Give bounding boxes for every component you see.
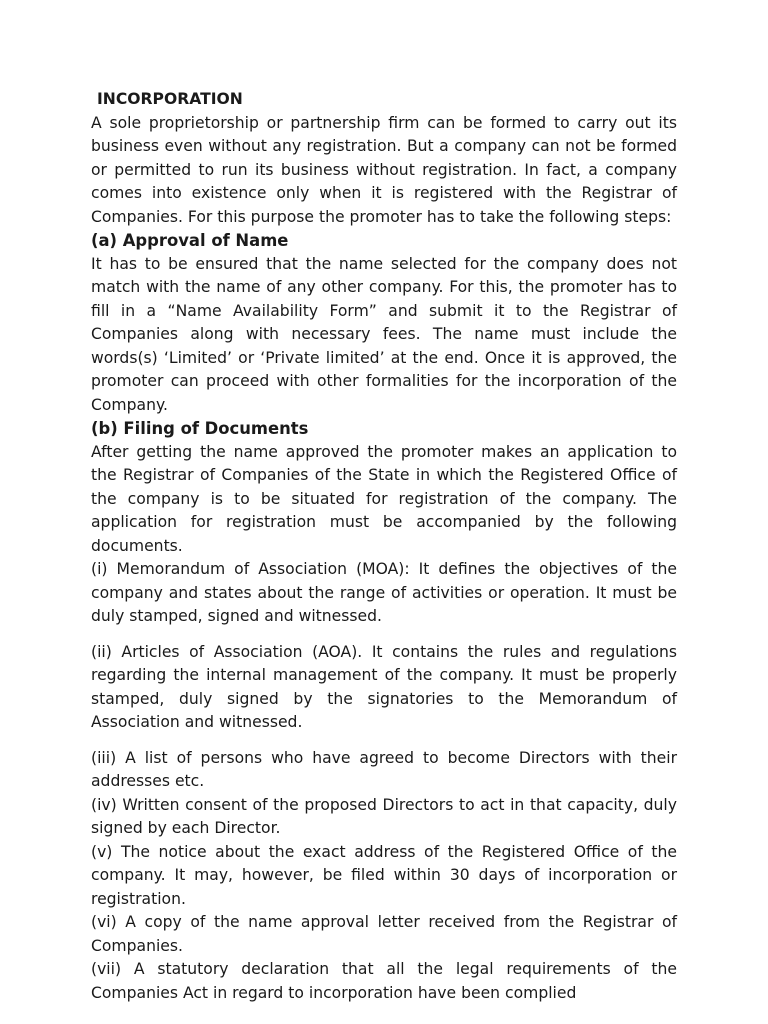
document-item-moa: (i) Memorandum of Association (MOA): It defines the objectives of the company and states about the range of activities or operation. It must be duly stamped, signed and witnessed. <box>91 560 677 625</box>
document-item-directors-list: (iii) A list of persons who have agreed to become Directors with their addresses etc. <box>91 748 677 790</box>
section-b-paragraph: After getting the name approved the promoter makes an application to the Registrar of Companies of the State in which the Registered Office of the company is to be situated for registration of the company. The application for registration must be accompanied by the following documents. <box>91 442 677 555</box>
document-item-directors-consent: (iv) Written consent of the proposed Directors to act in that capacity, duly signed by each Director. <box>91 795 677 837</box>
section-a-paragraph: It has to be ensured that the name selected for the company does not match with the name of any other company. For this, the promoter has to fill in a “Name Availability Form” and submit it to the Registrar of Companies along with necessary fees. The name must include the words(s) ‘Limited’ or ‘Private limited’ at the end. Once it is approved, the promoter can proceed with other formalities for the incorporation of the Company. <box>91 254 677 414</box>
section-b-heading: (b) Filing of Documents <box>91 419 309 438</box>
document-item-statutory-declaration: (vii) A statutory declaration that all the legal requirements of the Companies Act in regard to incorporation have been complied <box>91 960 677 1002</box>
document-item-name-approval: (vi) A copy of the name approval letter received from the Registrar of Companies. <box>91 913 677 955</box>
page-title: INCORPORATION <box>97 90 243 108</box>
section-a-heading: (a) Approval of Name <box>91 231 289 250</box>
document-item-registered-office: (v) The notice about the exact address of the Registered Office of the company. It may, however, be filed within 30 days of incorporation or registration. <box>91 842 677 908</box>
document-page <box>91 88 677 1005</box>
document-item-aoa: (ii) Articles of Association (AOA). It contains the rules and regulations regarding the internal management of the company. It must be properly stamped, duly signed by the signatories to the Memorandum of Association and witnessed. <box>91 642 677 731</box>
intro-paragraph: A sole proprietorship or partnership firm can be formed to carry out its business even without any registration. But a company can not be formed or permitted to run its business without registration. In fact, a company comes into existence only when it is registered with the Registrar of Companies. For this purpose the promoter has to take the following steps: <box>91 113 677 226</box>
